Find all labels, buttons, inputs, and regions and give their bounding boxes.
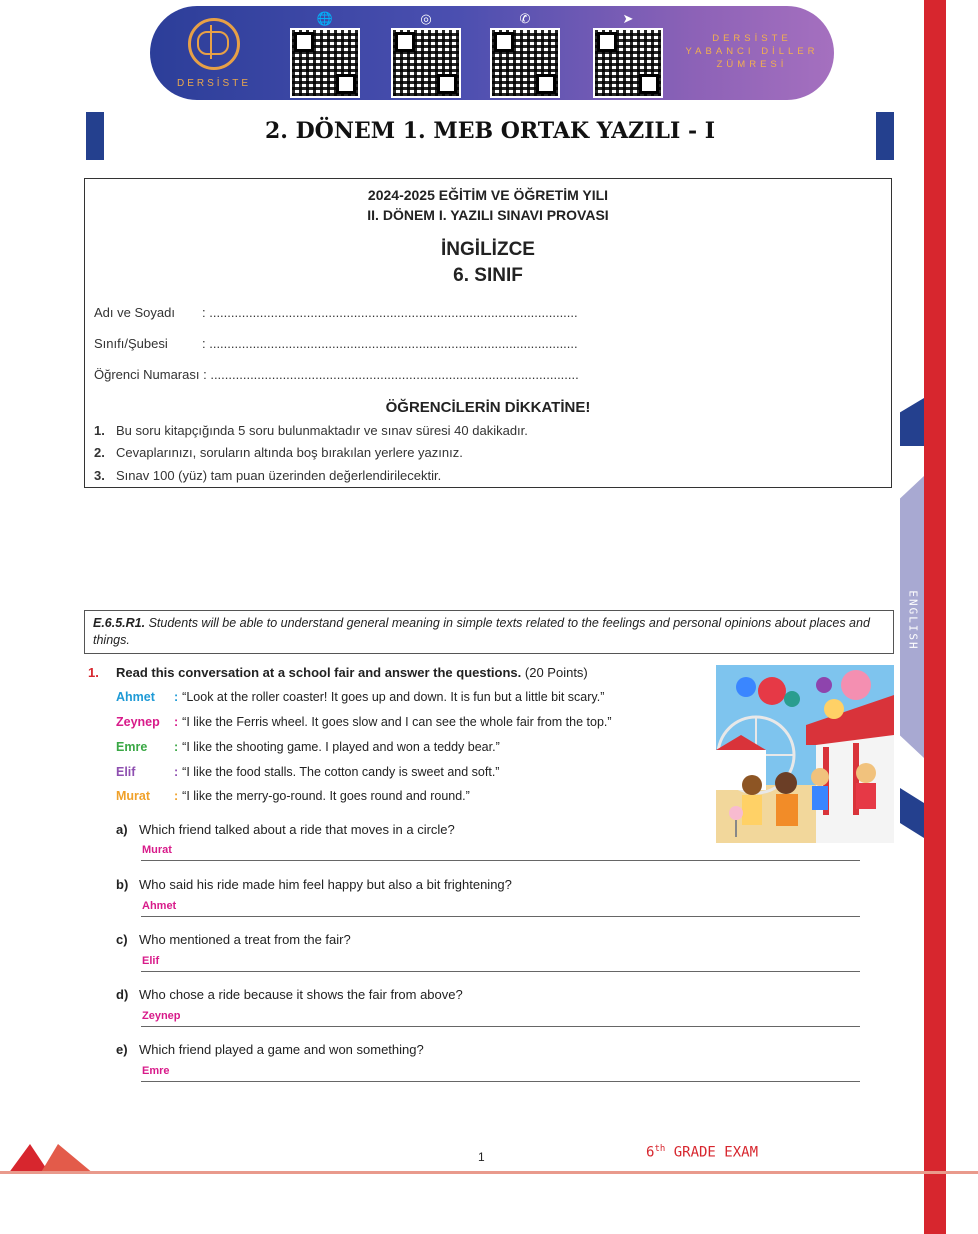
sub-text: Who mentioned a treat from the fair? [139,932,351,947]
qr-whatsapp[interactable] [490,12,560,98]
grade-exam-label [646,1144,758,1161]
speaker-colon: : [174,690,179,704]
answer-line-e[interactable]: Emre [141,1065,860,1082]
grade-number: 6 [646,1144,655,1161]
speaker-name: Elif [116,765,136,779]
dialogue-line [116,715,612,729]
sub-label: d) [116,987,129,1002]
sub-question-c [116,932,351,947]
rule-num: 1. [94,423,105,438]
dialogue-line [116,789,470,803]
instagram-icon: ◎ [420,11,432,26]
answer-line-d[interactable]: Zeynep [141,1010,860,1027]
qr-code [490,28,560,98]
field-label: Adı ve Soyadı [94,305,175,320]
sub-label: b) [116,877,129,892]
exam-info-box [84,178,892,488]
sub-text: Who chose a ride because it shows the fair from above? [139,987,463,1002]
question-points: (20 Points) [521,665,588,680]
name-field[interactable] [94,305,578,320]
sub-text: Which friend played a game and won something? [139,1042,424,1057]
sub-question-e [116,1042,424,1057]
dialogue-line [116,740,500,754]
sub-question-d [116,987,463,1002]
qr-code [593,28,663,98]
grade-text: GRADE EXAM [665,1144,758,1161]
footer-line [0,1171,978,1174]
blue-edge-tab-bottom [900,788,924,838]
sub-label: c) [116,932,128,947]
exam-session: II. DÖNEM I. YAZILI SINAVI PROVASI [367,207,609,223]
learning-objective [84,610,894,654]
sub-label: a) [116,822,128,837]
dialogue-text: “I like the shooting game. I played and won a teddy bear.” [182,740,500,754]
qr-code [391,28,461,98]
attention-title: ÖĞRENCİLERİN DİKKATİNE! [385,399,591,416]
field-label: Sınıfı/Şubesi [94,336,168,351]
title-bar-left [86,112,104,160]
rule-item [94,468,441,483]
qr-website[interactable] [290,12,360,98]
brand-name: DERSİSTE [176,78,251,89]
lesson-name: İNGİLİZCE [441,239,535,260]
question-number: 1. [88,665,99,680]
zumre-line: YABANCI DİLLER [685,46,819,57]
sub-text: Which friend talked about a ride that moves in a circle? [139,822,455,837]
dialogue-line [116,765,499,779]
title-bar-right [876,112,894,160]
brain-icon [188,18,240,70]
question-instruction [116,665,588,680]
qr-telegram[interactable] [593,12,663,98]
answer-line-b[interactable]: Ahmet [141,900,860,917]
field-dots: : ...................................................................................................... [203,367,579,382]
page-number: 1 [478,1150,485,1164]
brand-logo [174,14,254,89]
class-field[interactable] [94,336,578,351]
sub-text: Who said his ride made him feel happy but also a bit frightening? [139,877,512,892]
rule-num: 2. [94,445,105,460]
qr-code [290,28,360,98]
objective-code: E.6.5.R1. [93,616,146,630]
school-year: 2024-2025 EĞİTİM VE ÖĞRETİM YILI [367,187,609,203]
objective-text: Students will be able to understand general meaning in simple texts related to the feelings and personal opinions about places and things. [93,616,870,647]
rule-text: Cevaplarınızı, soruların altında boş bırakılan yerlere yazınız. [116,445,463,460]
zumre-line: ZÜMRESİ [716,59,788,70]
sub-question-a [116,822,455,837]
speaker-name: Murat [116,789,151,803]
zumre-line: DERSİSTE [712,33,792,44]
answer-line-c[interactable]: Elif [141,955,860,972]
speaker-colon: : [174,715,179,729]
rule-text: Sınav 100 (yüz) tam puan üzerinden değerlendirilecektir. [116,468,442,483]
grade-level: 6. SINIF [453,265,523,286]
field-dots: : ...................................................................................................... [202,305,578,320]
english-side-label: ENGLISH [906,589,920,651]
field-dots: : ...................................................................................................... [202,336,578,351]
zumre-text [678,32,826,71]
qr-instagram[interactable] [391,12,461,98]
student-number-field[interactable] [94,367,579,382]
school-fair-illustration [716,665,894,843]
rule-num: 3. [94,468,105,483]
rule-item [94,423,528,438]
header-banner [150,6,834,100]
globe-icon: 🌐 [316,11,334,26]
dialogue-text: “I like the Ferris wheel. It goes slow and I can see the whole fair from the top.” [182,715,612,729]
dialogue-text: “Look at the roller coaster! It goes up and down. It is fun but a little bit scary.” [182,690,605,704]
blue-edge-tab-top [900,398,924,446]
speaker-name: Emre [116,740,148,754]
sub-label: e) [116,1042,128,1057]
rule-text: Bu soru kitapçığında 5 soru bulunmaktadır ve sınav süresi 40 dakikadır. [116,423,528,438]
instruction-text: Read this conversation at a school fair and answer the questions. [116,665,522,680]
dialogue-text: “I like the merry-go-round. It goes round and round.” [182,789,470,803]
speaker-colon: : [174,789,179,803]
dialogue-text: “I like the food stalls. The cotton candy is sweet and soft.” [182,765,500,779]
whatsapp-icon: ✆ [519,11,531,26]
sub-question-b [116,877,512,892]
speaker-colon: : [174,740,179,754]
rule-item [94,445,463,460]
answer-line-a[interactable]: Murat [141,844,860,861]
dialogue-line [116,690,604,704]
speaker-name: Zeynep [116,715,160,729]
grade-suffix: th [654,1144,666,1154]
speaker-colon: : [174,765,179,779]
page-title: 2. DÖNEM 1. MEB ORTAK YAZILI - I [264,118,716,144]
telegram-icon: ➤ [622,11,634,26]
speaker-name: Ahmet [116,690,155,704]
field-label: Öğrenci Numarası [94,367,200,382]
